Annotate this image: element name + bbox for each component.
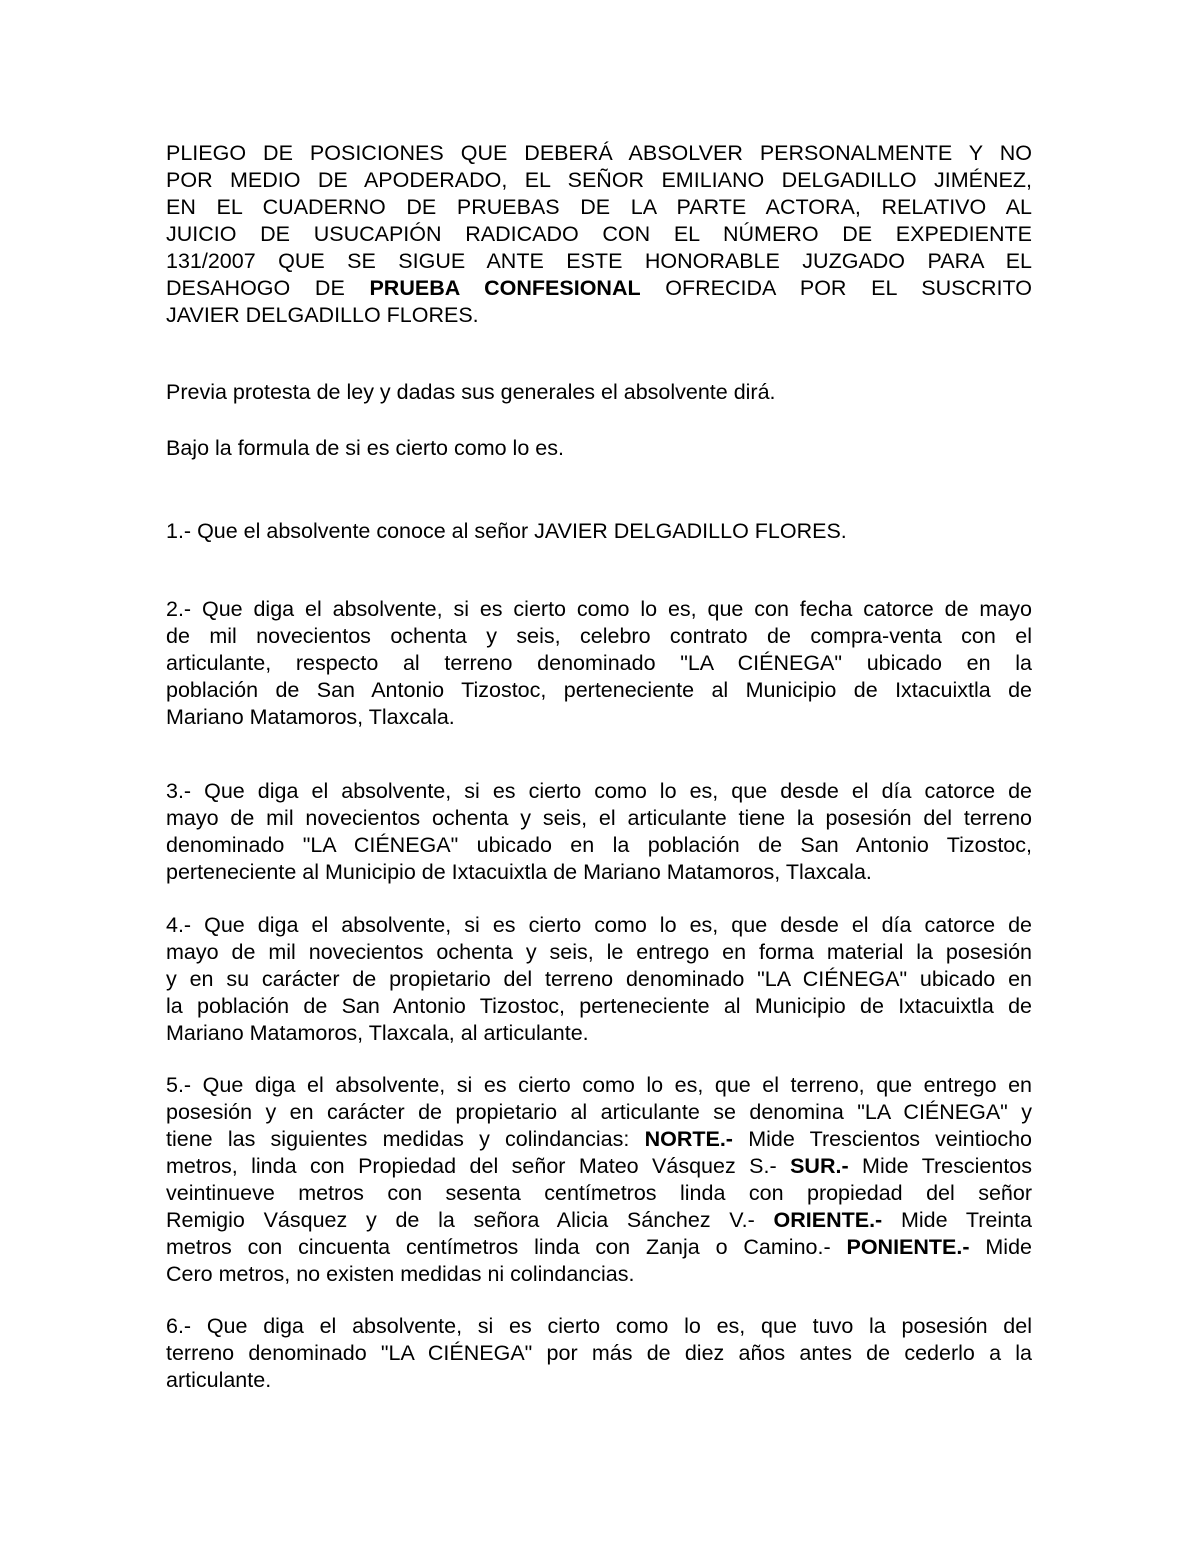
position-line: Cero metros, no existen medidas ni colindancias. bbox=[166, 1262, 635, 1286]
position-line bbox=[166, 1153, 1032, 1180]
position-text: metros, linda con Propiedad del señor Mateo Vásquez S.- bbox=[166, 1154, 791, 1178]
position-line: perteneciente al Municipio de Ixtacuixtla de Mariano Matamoros, Tlaxcala. bbox=[166, 860, 872, 884]
position-text: Mide Trescientos veintiocho bbox=[732, 1127, 1032, 1151]
position-1 bbox=[166, 518, 1032, 545]
position-6 bbox=[166, 1313, 1032, 1394]
position-text: tiene las siguientes medidas y colindancias: bbox=[166, 1127, 645, 1151]
position-text: metros con cincuenta centímetros linda con Zanja o Camino.- bbox=[166, 1235, 847, 1259]
heading-line: JUICIO DE USUCAPIÓN RADICADO CON EL NÚMERO DE EXPEDIENTE bbox=[166, 222, 1032, 246]
position-line: 6.- Que diga el absolvente, si es cierto como lo es, que tuvo la posesión del bbox=[166, 1314, 1032, 1338]
position-line: la población de San Antonio Tizostoc, perteneciente al Municipio de Ixtacuixtla de bbox=[166, 994, 1032, 1018]
position-line: veintinueve metros con sesenta centímetros linda con propiedad del señor bbox=[166, 1181, 1032, 1205]
position-line: terreno denominado "LA CIÉNEGA" por más de diez años antes de cederlo a la bbox=[166, 1341, 1032, 1365]
position-line: 3.- Que diga el absolvente, si es cierto como lo es, que desde el día catorce de bbox=[166, 779, 1032, 803]
position-3 bbox=[166, 778, 1032, 886]
position-text: Mide Trescientos bbox=[848, 1154, 1033, 1178]
position-line: población de San Antonio Tizostoc, perteneciente al Municipio de Ixtacuixtla de bbox=[166, 678, 1032, 702]
position-text: Remigio Vásquez y de la señora Alicia Sánchez V.- bbox=[166, 1208, 774, 1232]
heading-line: 131/2007 QUE SE SIGUE ANTE ESTE HONORABLE JUZGADO PARA EL bbox=[166, 249, 1032, 273]
formula-text: Bajo la formula de si es cierto como lo es. bbox=[166, 436, 564, 460]
position-line: articulante. bbox=[166, 1368, 272, 1392]
boundary-sur-label: SUR.- bbox=[790, 1154, 849, 1178]
heading-bold-text: PRUEBA CONFESIONAL bbox=[369, 276, 641, 300]
position-line: 4.- Que diga el absolvente, si es cierto como lo es, que desde el día catorce de bbox=[166, 913, 1032, 937]
heading-text: DESAHOGO DE bbox=[166, 276, 370, 300]
position-line: mayo de mil novecientos ochenta y seis, le entrego en forma material la posesión bbox=[166, 940, 1032, 964]
position-line: articulante, respecto al terreno denominado "LA CIÉNEGA" ubicado en la bbox=[166, 651, 1032, 675]
position-text: Mide Treinta bbox=[882, 1208, 1032, 1232]
heading-line: JAVIER DELGADILLO FLORES. bbox=[166, 303, 479, 327]
formula-paragraph bbox=[166, 435, 1032, 462]
heading-line: EN EL CUADERNO DE PRUEBAS DE LA PARTE ACTORA, RELATIVO AL bbox=[166, 195, 1032, 219]
position-line bbox=[166, 1207, 1032, 1234]
position-text: Mide bbox=[969, 1235, 1032, 1259]
boundary-poniente-label: PONIENTE.- bbox=[846, 1235, 970, 1259]
protesta-paragraph bbox=[166, 379, 1032, 406]
heading-text: OFRECIDA POR EL SUSCRITO bbox=[640, 276, 1033, 300]
position-line: Mariano Matamoros, Tlaxcala. bbox=[166, 705, 455, 729]
position-line: y en su carácter de propietario del terreno denominado "LA CIÉNEGA" ubicado en bbox=[166, 967, 1032, 991]
position-5 bbox=[166, 1072, 1032, 1288]
position-line: posesión y en carácter de propietario al articulante se denomina "LA CIÉNEGA" y bbox=[166, 1100, 1032, 1124]
document-page bbox=[166, 140, 1032, 1394]
position-line: denominado "LA CIÉNEGA" ubicado en la población de San Antonio Tizostoc, bbox=[166, 833, 1032, 857]
heading-paragraph bbox=[166, 140, 1032, 329]
heading-line bbox=[166, 275, 1032, 302]
position-line: de mil novecientos ochenta y seis, celebro contrato de compra-venta con el bbox=[166, 624, 1032, 648]
heading-line: PLIEGO DE POSICIONES QUE DEBERÁ ABSOLVER PERSONALMENTE Y NO bbox=[166, 141, 1032, 165]
position-4 bbox=[166, 912, 1032, 1047]
heading-line: POR MEDIO DE APODERADO, EL SEÑOR EMILIANO DELGADILLO JIMÉNEZ, bbox=[166, 168, 1032, 192]
position-1-text: 1.- Que el absolvente conoce al señor JAVIER DELGADILLO FLORES. bbox=[166, 519, 847, 543]
boundary-norte-label: NORTE.- bbox=[644, 1127, 733, 1151]
protesta-text: Previa protesta de ley y dadas sus generales el absolvente dirá. bbox=[166, 380, 776, 404]
position-line: 2.- Que diga el absolvente, si es cierto como lo es, que con fecha catorce de mayo bbox=[166, 597, 1032, 621]
position-2 bbox=[166, 596, 1032, 731]
position-line bbox=[166, 1234, 1032, 1261]
position-line: Mariano Matamoros, Tlaxcala, al articulante. bbox=[166, 1021, 589, 1045]
position-line bbox=[166, 1126, 1032, 1153]
position-line: mayo de mil novecientos ochenta y seis, el articulante tiene la posesión del terreno bbox=[166, 806, 1032, 830]
position-line: 5.- Que diga el absolvente, si es cierto como lo es, que el terreno, que entrego en bbox=[166, 1073, 1032, 1097]
boundary-oriente-label: ORIENTE.- bbox=[773, 1208, 883, 1232]
